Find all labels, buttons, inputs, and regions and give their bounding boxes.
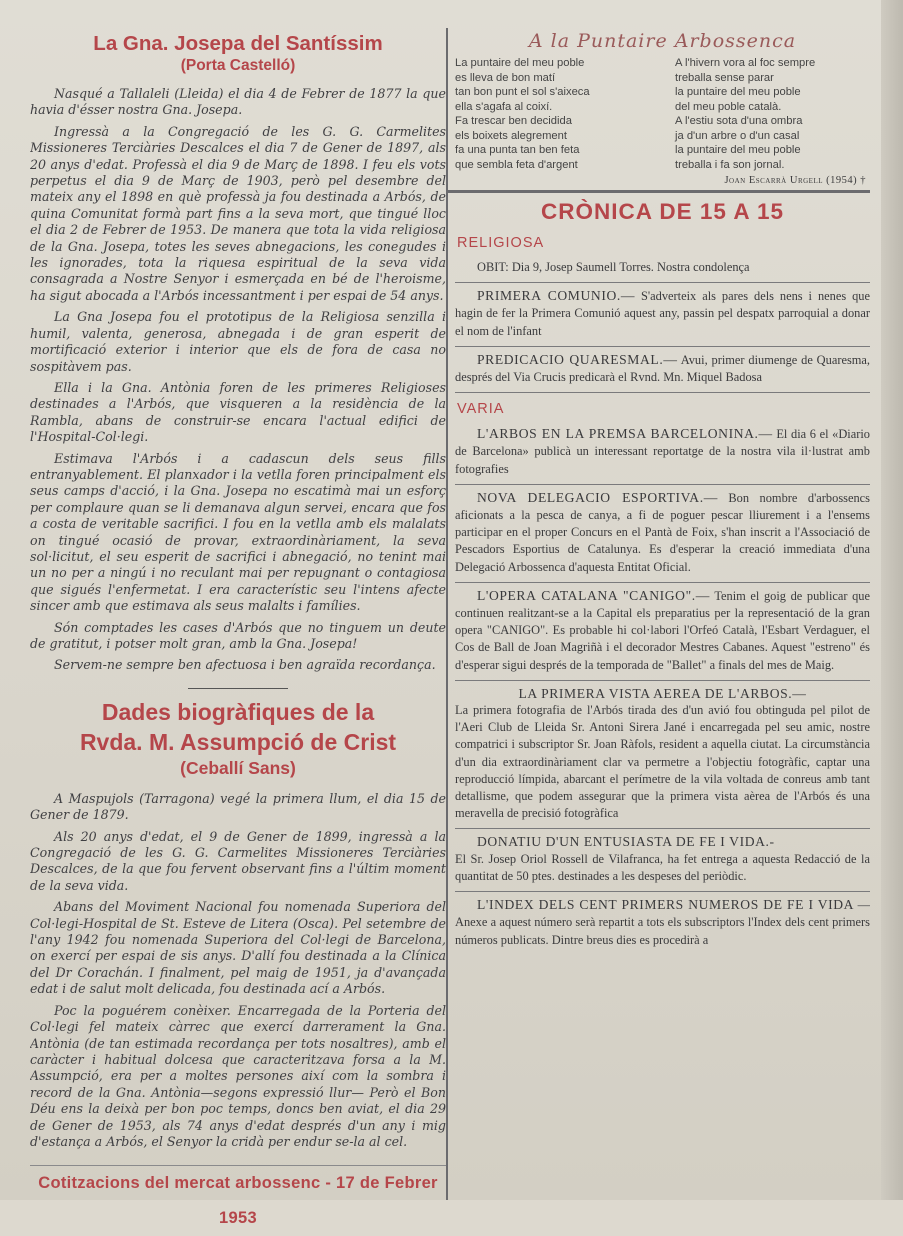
separator-rule xyxy=(188,688,288,689)
poem-line: del meu poble català. xyxy=(675,100,782,113)
premsa-heading: L'ARBOS EN LA PREMSA BARCELONINA.— xyxy=(477,426,773,442)
poem-line: treballa sense parar xyxy=(675,71,774,84)
article2-title xyxy=(30,697,446,757)
poem-line: la puntaire del meu poble xyxy=(675,86,801,98)
poem-line: es lleva de bon matí xyxy=(455,71,556,84)
left-column xyxy=(30,28,446,1165)
market-footer-heading: Cotitzacions del mercat arbossenc - 17 de Febrer 1953 xyxy=(30,1165,446,1201)
poem-body xyxy=(455,56,870,172)
item-premsa xyxy=(455,421,870,485)
poem-stanza-2 xyxy=(675,56,870,172)
article2-paragraph: Als 20 anys d'edat, el 9 de Gener de 1899, ingressà a la Congregació de les G. G. Carmelites Missioneres Terciàries Descalces, de la que fou fervent observant fins a l'últim moment de la seva vida. xyxy=(30,828,446,893)
article2-paragraph: A Maspujols (Tarragona) vegé la primera llum, el dia 15 de Gener de 1879. xyxy=(30,790,446,823)
item-predicacio xyxy=(455,347,870,393)
right-column xyxy=(446,28,870,1200)
premsa-text: El dia 6 el «Diario de Barcelona» publicà un interessant reportatge de la nostra vila il·lustrat amb fotografies xyxy=(455,427,870,476)
aerea-heading: LA PRIMERA VISTA AEREA DE L'ARBOS.— xyxy=(518,685,807,701)
chronicle-title: CRÒNICA DE 15 A 15 xyxy=(540,199,785,224)
article2-title-line2: Rvda. M. Assumpció de Crist xyxy=(79,728,397,755)
article1-paragraph: Ingressà a la Congregació de les G. G. Carmelites Missioneres Terciàries Descalces el dia 7 de Gener de 1897, als 20 anys d'edat. Professà el dia 9 de Març de 1898. I feu els vots perpetus el dia 9 de Març de 1903, però pel desembre del mateix any el 1898 en què professà ja fou destinada a Arbós, de quina Comunitat formà part fins a la seva mort, que tingué lloc el dia 2 de Febrer de 1953. De manera que tota la vida religiosa de la Gna. Josepa, totes les seves abnegacions, les conegudes i les ignorades, tota la riquesa espiritual de la seva vida consagrada a Nostre Senyor i esmerçada en bé de l'heroisme, ha sigut abocada a l'Arbós incessantment i per espai de 54 anys. xyxy=(30,123,446,303)
item-primera-comunio xyxy=(455,283,870,347)
article2-subtitle: (Ceballí Sans) xyxy=(180,757,296,778)
donatiu-text: El Sr. Josep Oriol Rossell de Vilafranca, ha fet entrega a aquesta Redacció de la quantitat de 50 ptes. destinades a les despeses del periòdic. xyxy=(455,851,870,883)
poem-signature: Joan Escarrà Urgell (1954) † xyxy=(724,175,866,186)
opera-text: Tenim el goig de publicar que continuen realitzant-se a la Capital els preparatius per la representació de la gran opera "CANIGO". Es probable hi col·labori l'Orfeó Català, l'Esbart Verdaguer, el Cos de Ball de Joan Magriñà i el decorador Mestres Cabanes. Aquest "estreno" és d'esperar sigui després de la temporada de "Ballet" a finals del mes de Maig. xyxy=(455,588,870,672)
obit-text: OBIT: Dia 9, Josep Saumell Torres. Nostra condolença xyxy=(477,260,750,274)
poem-line: treballa i fa son jornal. xyxy=(675,158,785,171)
poem-line: que sembla feta d'argent xyxy=(455,158,578,171)
poem-line: La puntaire del meu poble xyxy=(455,57,585,69)
article1-paragraph: Nasqué a Tallaleli (Lleida) el dia 4 de Febrer de 1877 la que havia d'ésser nostra Gna. Josepa. xyxy=(30,86,446,118)
section-religiosa: RELIGIOSA xyxy=(457,235,545,251)
item-vista-aerea xyxy=(455,681,870,830)
article1-title: La Gna. Josepa del Santíssim xyxy=(93,32,383,55)
aerea-text: La primera fotografia de l'Arbós tirada des d'un avió fou obtinguda pel pilot de l'Aeri Club de Lleida Sr. Antoni Sirera Jané i encarregada pel seu amic, nostre compatrici i subscriptor Sr. Joan Ràfols, resident a aquella ciutat. La circumstància d'un dia extraordinàriament clar va permetre a l'objectiu fotogràfic, captar una reproducció límpida, abarcant el perímetre de la vila voltada de conreus amb tant detallisme, que podem assegurar que la primera vista aèrea de l'Arbós és una meravella de precisió fotogràfica xyxy=(455,703,870,821)
article1-paragraph: Són comptades les cases d'Arbós que no tinguem un deute de gratitut, i potser molt gran, amb la Gna. Josepa! xyxy=(30,619,446,651)
article1-paragraph: Estimava l'Arbós i a cadascun dels seus fills entranyablement. El planxador i la vetlla foren principalment els seus camps d'acció, i la Gna. Josepa no escatimà mai un esforç per complaure quan se li demanava algun servei, encara que fos a costa de veritable sacrifici. I fou en la vetlla amb els malalats on tingué ocasió de provar, extraordinàriament, la seva sol·licitut, el seu esperit de sacrifici i abnegació, no tenint mai un no per a ningú i no reculant mai per repugnant o contagiosa que sigués l'enfermetat. I era característic seu l'intens afecte sincer amb que estimava als seus malalts i famílies. xyxy=(30,450,446,614)
article2-paragraph: Abans del Moviment Nacional fou nomenada Superiora del Col·legi-Hospital de St. Esteve de Litera (Osca). Pel setembre de l'any 1942 fou nomenada Superiora del Col·legi de Barcelona, on exercí per espai de sis anys. D'allí fou destinada a la Clínica del Dr Corachán. I finalment, pel maig de 1951, ja d'avançada edat i de salut molt delicada, fou destinada ací a Arbós. xyxy=(30,899,446,997)
article2-paragraph: Poc la poguérem conèixer. Encarregada de la Porteria del Col·legi fel mateix càrrec que exercí darrerament la Gna. Antònia (de tan estimada recordança per tots nosaltres), amb el caràcter i habitual dolcesa que caracteritzava forsa a la M. Assumpció, era per a moltes persones així com la sombra i record de la Gna. Antònia—segons expressió llur— Però el Bon Déu ens la deixà per bon poc temps, doncs ben aviat, el dia 29 de Gener de 1953, als 74 anys d'edat després d'un any i mig d'estança a Arbós, el Senyor la cridà per endur se-la al cel. xyxy=(30,1002,446,1149)
poem-title: A la Puntaire Arbossenca xyxy=(528,30,797,52)
article1-paragraph: Servem-ne sempre ben afectuosa i ben agraïda recordança. xyxy=(54,657,436,673)
predicacio-heading: PREDICACIO QUARESMAL.— xyxy=(477,351,678,367)
item-opera-canigo xyxy=(455,583,870,681)
section-varia: VARIA xyxy=(457,401,505,418)
article1-subtitle: (Porta Castelló) xyxy=(180,57,296,74)
item-delegacio-esportiva xyxy=(455,485,870,583)
poem-line: els boixets alegrement xyxy=(455,129,567,142)
predicacio-text: Avui, primer diumenge de Quaresma, després del Via Crucis predicarà el Rvnd. Mn. Miquel Badosa xyxy=(455,352,870,385)
index-text: — Anexe a aquest número serà repartit a tots els subscriptors l'Index dels cent primers números publicats. Dintre breus dies es procedirà a xyxy=(455,898,870,947)
poem-line: A l'hivern vora al foc sempre xyxy=(675,57,816,69)
poem-line: fa una punta tan ben feta xyxy=(455,144,580,156)
item-obit xyxy=(455,255,870,283)
article2-title-line1: Dades biogràfiques de la xyxy=(101,698,375,725)
thick-rule xyxy=(446,190,870,193)
comunio-heading: PRIMERA COMUNIO.— xyxy=(477,288,636,304)
opera-heading: L'OPERA CATALANA "CANIGO".— xyxy=(477,587,710,603)
donatiu-heading: DONATIU D'UN ENTUSIASTA DE FE I VIDA.- xyxy=(477,834,775,850)
poem-stanza-1 xyxy=(455,56,650,172)
index-heading: L'INDEX DELS CENT PRIMERS NUMEROS DE FE I VIDA xyxy=(477,897,855,913)
poem-line: Fa trescar ben decidida xyxy=(455,115,572,127)
page-edge xyxy=(881,0,903,1200)
esportiva-text: Bon nombre d'arbossencs aficionats a la pesca de canya, a fi de poguer pescar lliurement i a l'ensems participar en el proper Concurs en el Pantà de Foix, s'han inscrit a l'Associació de Pescadors Esportius de Catalunya. Es d'esperar la creació immediata d'una Delegació Arbossenca d'aquesta Entitat Oficial. xyxy=(455,490,870,574)
article1-paragraph: Ella i la Gna. Antònia foren de les primeres Religioses destinades a l'Arbós, que visqueren a la residència de la Rambla, abans de construir-se encara l'actual edifici de l'Hospital-Col·legi. xyxy=(30,379,446,445)
poem-line: A l'estiu sota d'una ombra xyxy=(675,115,803,127)
item-index xyxy=(455,892,870,955)
poem-line: ella s'agafa al coixí. xyxy=(455,100,553,113)
poem-line: la puntaire del meu poble xyxy=(675,144,801,156)
esportiva-heading: NOVA DELEGACIO ESPORTIVA.— xyxy=(477,489,718,505)
article1-paragraph: La Gna Josepa fou el prototipus de la Religiosa senzilla i humil, valenta, generosa, abnegada i de gran esperit de mortificació exterior i interior que els de fora de casa no sospitàvem pas. xyxy=(30,309,446,374)
item-donatiu xyxy=(455,829,870,892)
poem-line: tan bon punt el sol s'aixeca xyxy=(455,86,590,98)
poem-line: ja d'un arbre o d'un casal xyxy=(675,129,800,142)
comunio-text: S'adverteix als pares dels nens i nenes que hagin de fer la Primera Comunió aquest any, passin pel despatx parroquial a donar el nom de l'infant xyxy=(455,289,870,338)
